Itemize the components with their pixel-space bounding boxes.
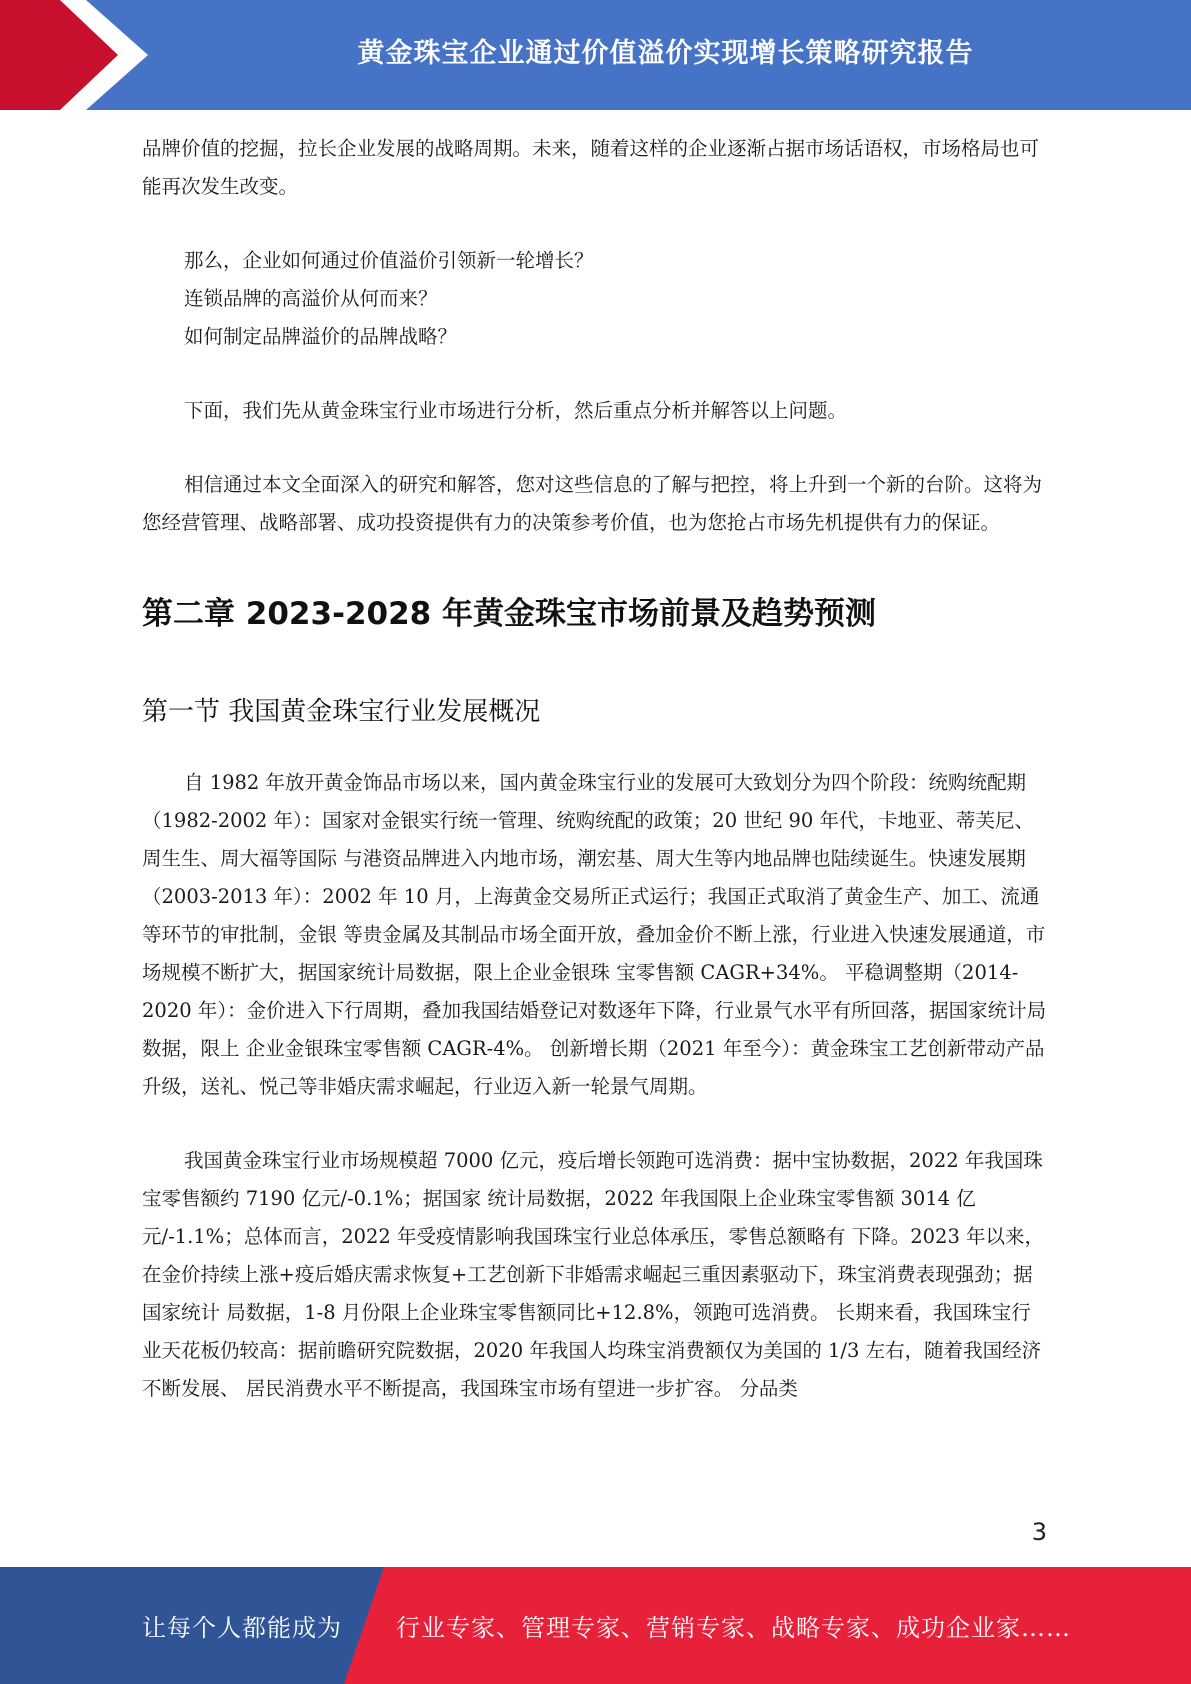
report-title: 黄金珠宝企业通过价值溢价实现增长策略研究报告 xyxy=(357,37,974,69)
chapter-title: 第二章 2023-2028 年黄金珠宝市场前景及趋势预测 xyxy=(142,596,877,632)
header-arrow-decoration xyxy=(0,0,160,110)
footer-slogan-left: 让每个人都能成为 xyxy=(142,1614,342,1642)
page-content xyxy=(142,130,1047,1408)
report-header xyxy=(0,0,1191,110)
question-item: 连锁品牌的高溢价从何而来？ xyxy=(184,287,438,310)
intro-paragraph: 品牌价值的挖掘，拉长企业发展的战略周期。未来，随着这样的企业逐渐占据市场话语权，市场格局也可能再次发生改变。 xyxy=(142,137,1040,198)
page-number: 3 xyxy=(1031,1518,1047,1546)
footer-slogan-right: 行业专家、管理专家、营销专家、战略专家、成功企业家…… xyxy=(396,1614,1071,1642)
question-item: 那么，企业如何通过价值溢价引领新一轮增长？ xyxy=(184,249,594,272)
history-paragraph: 自 1982 年放开黄金饰品市场以来，国内黄金珠宝行业的发展可大致划分为四个阶段：统购统配期（1982-2002 年）：国家对金银实行统一管理、统购统配的政策；20 世纪 90 年代，卡地亚、蒂芙尼、周生生、周大福等国际 与港资品牌进入内地市场，潮宏基、周大生等内地品牌也陆续诞生。快速发展期（2003-2013 年）：2002 年 10 月，上海黄金交易所正式运行；我国正式取消了黄金生产、加工、流通等环节的审批制，金银 等贵金属及其制品市场全面开放，叠加金价不断上涨，行业进入快速发展通道，市场规模不断扩大，据国家统计局数据，限上企业金银珠 宝零售额 CAGR+34%。 平稳调整期（2014-2020 年）：金价进入下行周期，叠加我国结婚登记对数逐年下降，行业景气水平有所回落，据国家统计局数据，限上 企业金银珠宝零售额 CAGR-4%。 创新增长期（2021 年至今）：黄金珠宝工艺创新带动产品升级，送礼、悦己等非婚庆需求崛起，行业迈入新一轮景气周期。 xyxy=(142,771,1047,1098)
section-title: 第一节 我国黄金珠宝行业发展概况 xyxy=(142,697,541,727)
question-list xyxy=(142,242,1047,356)
analysis-intro-paragraph: 下面，我们先从黄金珠宝行业市场进行分析，然后重点分析并解答以上问题。 xyxy=(184,399,848,422)
question-item: 如何制定品牌溢价的品牌战略？ xyxy=(184,325,458,348)
market-size-paragraph: 我国黄金珠宝行业市场规模超 7000 亿元，疫后增长领跑可选消费：据中宝协数据，2022 年我国珠宝零售额约 7190 亿元/-0.1%；据国家 统计局数据，2022 年我国限上企业珠宝零售额 3014 亿元/-1.1%；总体而言，2022 年受疫情影响我国珠宝行业总体承压，零售总额略有 下降。2023 年以来，在金价持续上涨+疫后婚庆需求恢复+工艺创新下非婚需求崛起三重因素驱动下，珠宝消费表现强劲；据国家统计 局数据，1-8 月份限上企业珠宝零售额同比+12.8%，领跑可选消费。 长期来看，我国珠宝行业天花板仍较高：据前瞻研究院数据，2020 年我国人均珠宝消费额仅为美国的 1/3 左右，随着我国经济不断发展、 居民消费水平不断提高，我国珠宝市场有望进一步扩容。 分品类 xyxy=(142,1149,1045,1400)
report-footer xyxy=(0,1567,1191,1684)
value-paragraph: 相信通过本文全面深入的研究和解答，您对这些信息的了解与把控，将上升到一个新的台阶。这将为您经营管理、战略部署、成功投资提供有力的决策参考价值，也为您抢占市场先机提供有力的保证。 xyxy=(142,473,1043,534)
